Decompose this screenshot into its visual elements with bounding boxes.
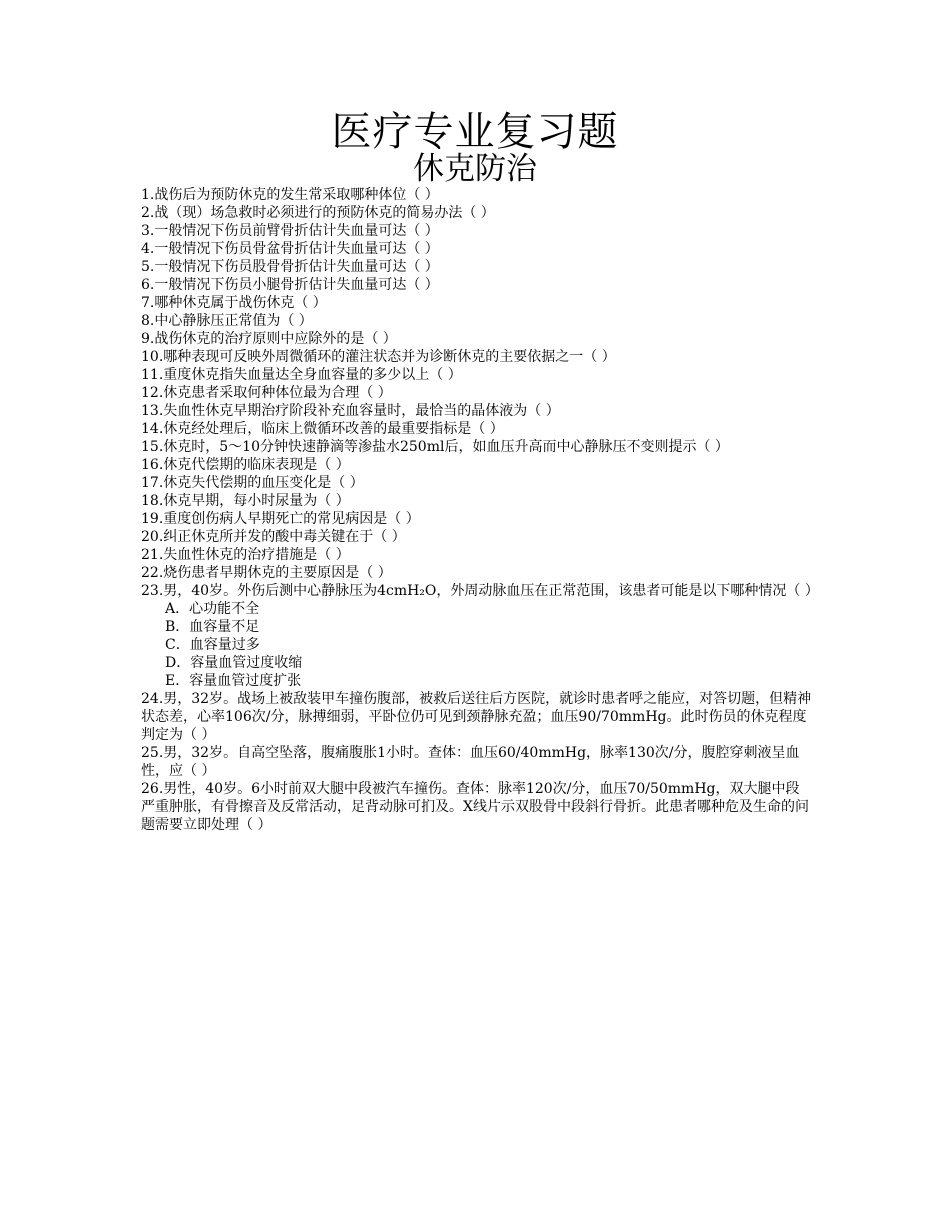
question-7: 7.哪种休克属于战伤休克（ ） (141, 295, 327, 311)
question-2: 2.战（现）场急救时必须进行的预防休克的简易办法（ ） (141, 205, 495, 221)
question-16: 16.休克代偿期的临床表现是（ ） (141, 457, 350, 473)
question-20: 20.纠正休克所并发的酸中毒关键在于（ ） (141, 529, 406, 545)
question-26: 26.男性，40岁。6小时前双大腿中段被汽车撞伤。查体：脉率120次/分，血压70/50mmHg，双大腿中段严重肿胀，有骨擦音及反常活动，足背动脉可扪及。X线片示双股骨中段斜行骨折。此患者哪种危及生命的问题需要立即处理（ ） (141, 781, 809, 833)
question-8: 8.中心静脉压正常值为（ ） (141, 313, 313, 329)
document-subtitle: 休克防治 (413, 151, 537, 187)
question-21: 21.失血性休克的治疗措施是（ ） (141, 547, 350, 563)
question-5: 5.一般情况下伤员股骨骨折估计失血量可达（ ） (141, 259, 439, 275)
question-14: 14.休克经处理后，临床上微循环改善的最重要指标是（ ） (141, 421, 504, 437)
question-24: 24.男，32岁。战场上被敌装甲车撞伤腹部，被救后送往后方医院，就诊时患者呼之能应，对答切题，但精神状态差，心率106次/分，脉搏细弱，平卧位仍可见到颈静脉充盈；血压90/70mmHg。此时伤员的休克程度判定为（ ） (141, 691, 812, 743)
question-13: 13.失血性休克早期治疗阶段补充血容量时，最恰当的晶体液为（ ） (141, 403, 560, 419)
question-23-option-c: C．血容量过多 (165, 637, 260, 653)
question-17: 17.休克失代偿期的血压变化是（ ） (141, 475, 364, 491)
question-23-option-e: E．容量血管过度扩张 (165, 673, 302, 689)
question-10: 10.哪种表现可反映外周微循环的灌注状态并为诊断休克的主要依据之一（ ） (141, 349, 616, 365)
question-23-option-b: B．血容量不足 (165, 619, 260, 635)
question-1: 1.战伤后为预防休克的发生常采取哪种体位（ ） (141, 187, 439, 203)
question-15: 15.休克时，5～10分钟快速静滴等渗盐水250ml后，如血压升高而中心静脉压不变则提示（ ） (141, 439, 729, 455)
question-25: 25.男，32岁。自高空坠落，腹痛腹胀1小时。查体：血压60/40mmHg，脉率130次/分，腹腔穿刺液呈血性，应（ ） (141, 745, 800, 779)
question-9: 9.战伤休克的治疗原则中应除外的是（ ） (141, 331, 397, 347)
question-19: 19.重度创伤病人早期死亡的常见病因是（ ） (141, 511, 420, 527)
question-23-option-a: A．心功能不全 (165, 601, 260, 617)
question-12: 12.休克患者采取何种体位最为合理（ ） (141, 385, 392, 401)
question-list (141, 186, 819, 834)
question-6: 6.一般情况下伤员小腿骨折估计失血量可达（ ） (141, 277, 439, 293)
question-3: 3.一般情况下伤员前臂骨折估计失血量可达（ ） (141, 223, 439, 239)
question-23: 23.男，40岁。外伤后测中心静脉压为4cmH₂O，外周动脉血压在正常范围，该患者可能是以下哪种情况（ ） (141, 583, 819, 599)
document-title: 医疗专业复习题 (331, 109, 619, 155)
question-18: 18.休克早期，每小时尿量为（ ） (141, 493, 350, 509)
question-22: 22.烧伤患者早期休克的主要原因是（ ） (141, 565, 392, 581)
question-11: 11.重度休克指失血量达全身血容量的多少以上（ ） (141, 367, 462, 383)
question-4: 4.一般情况下伤员骨盆骨折估计失血量可达（ ） (141, 241, 439, 257)
question-23-option-d: D．容量血管过度收缩 (165, 655, 303, 671)
